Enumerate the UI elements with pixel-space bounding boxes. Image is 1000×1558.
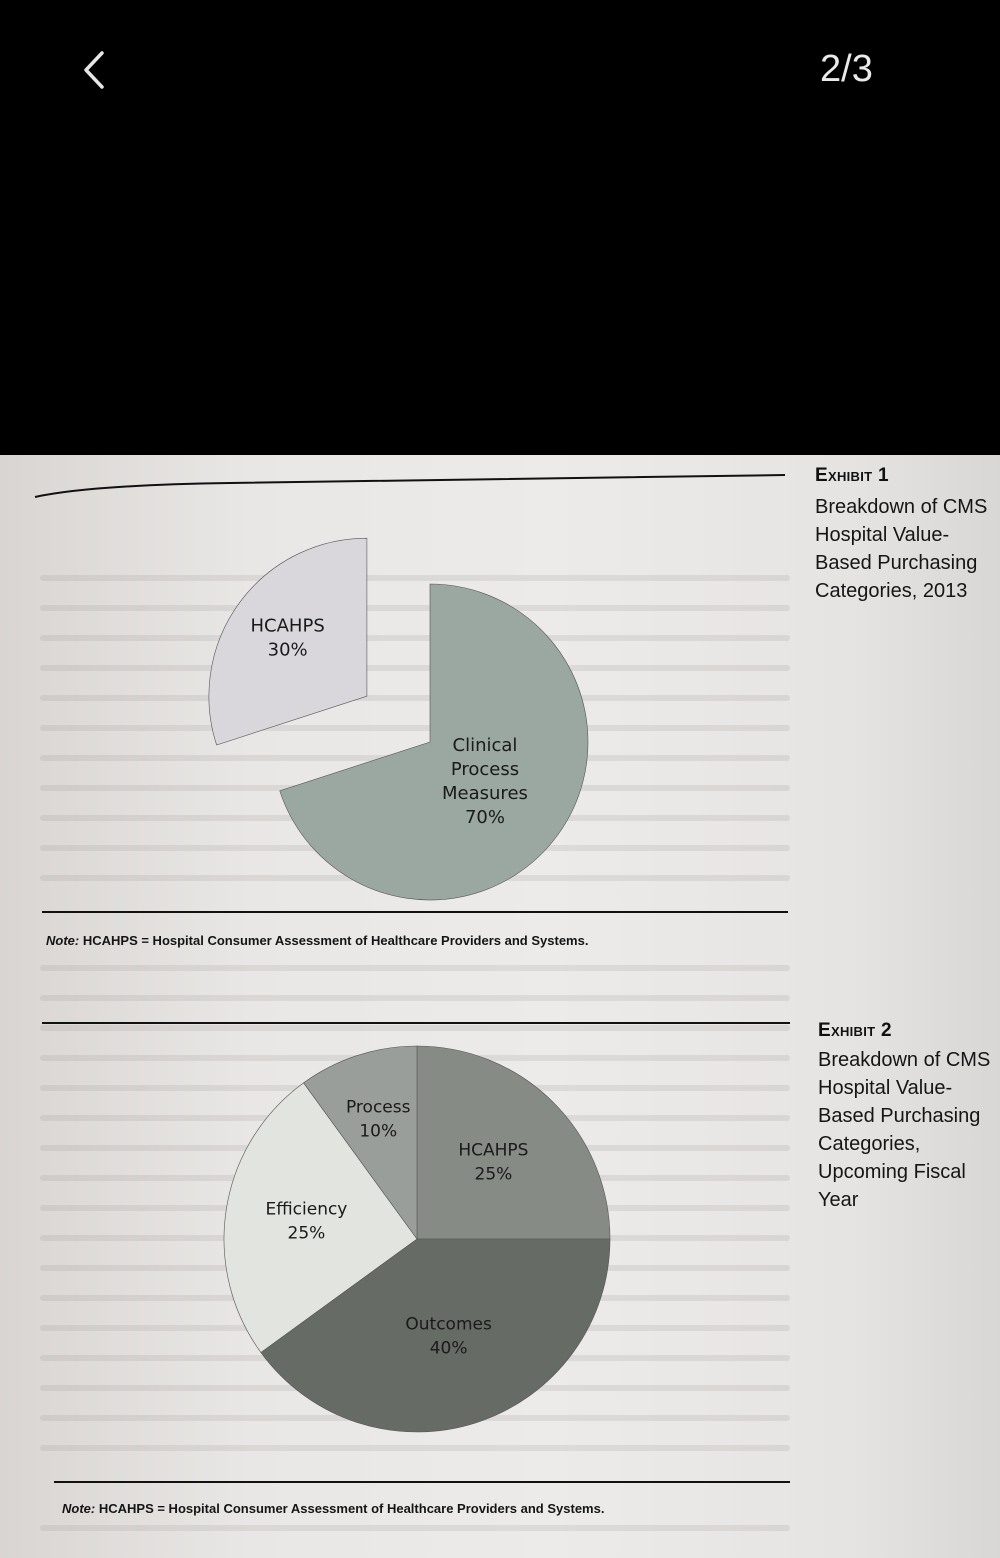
exhibit1-pie-chart xyxy=(150,505,630,915)
exhibit1-label-clinical-process-measures: 70% xyxy=(464,806,505,828)
exhibit1-top-rule xyxy=(30,463,790,503)
exhibit1-label-clinical-process-measures: Process xyxy=(450,758,520,780)
exhibit2-top-rule xyxy=(42,1022,790,1024)
back-button[interactable] xyxy=(70,45,120,95)
exhibit2-note xyxy=(62,1501,604,1516)
exhibit2-note-prefix: Note: xyxy=(62,1501,96,1516)
exhibit2-label: Exhibit 2 xyxy=(818,1020,892,1041)
exhibit2-note-text: HCAHPS = Hospital Consumer Assessment of Healthcare Providers and Systems. xyxy=(98,1501,605,1516)
exhibit1-label-hcahps: HCAHPS xyxy=(250,615,325,637)
exhibit2-label-process: Process xyxy=(345,1097,411,1118)
book-page-photo xyxy=(0,455,1000,1558)
exhibit2-label-process: 10% xyxy=(359,1121,398,1142)
exhibit1-label-hcahps: 30% xyxy=(267,639,308,661)
exhibit1-note-prefix: Note: xyxy=(46,933,80,948)
exhibit1-label: Exhibit 1 xyxy=(815,465,889,486)
exhibit2-label-efficiency: 25% xyxy=(287,1223,326,1244)
exhibit1-bottom-rule xyxy=(42,911,788,913)
exhibit2-label-outcomes: Outcomes xyxy=(405,1314,492,1335)
exhibit1-note-text: HCAHPS = Hospital Consumer Assessment of Healthcare Providers and Systems. xyxy=(82,933,589,948)
exhibit2-label-hcahps: HCAHPS xyxy=(458,1140,529,1161)
page-counter: 2/3 xyxy=(820,48,873,90)
exhibit1-label-clinical-process-measures: Clinical xyxy=(452,734,518,756)
exhibit2-label-efficiency: Efficiency xyxy=(265,1199,348,1220)
exhibit1-note xyxy=(46,933,588,948)
exhibit2-label-outcomes: 40% xyxy=(429,1338,468,1359)
exhibit2-label-hcahps: 25% xyxy=(474,1164,513,1185)
exhibit2-pie-chart xyxy=(190,1025,630,1455)
viewer-top-bar xyxy=(0,0,1000,455)
exhibit2-caption: Breakdown of CMS Hospital Value-Based Purchasing Categories, Upcoming Fiscal Year xyxy=(818,1049,991,1211)
chevron-left-icon xyxy=(86,53,102,87)
exhibit1-label-clinical-process-measures: Measures xyxy=(442,782,528,804)
exhibit1-caption: Breakdown of CMS Hospital Value-Based Purchasing Categories, 2013 xyxy=(815,496,988,602)
exhibit2-bottom-rule xyxy=(54,1481,790,1483)
